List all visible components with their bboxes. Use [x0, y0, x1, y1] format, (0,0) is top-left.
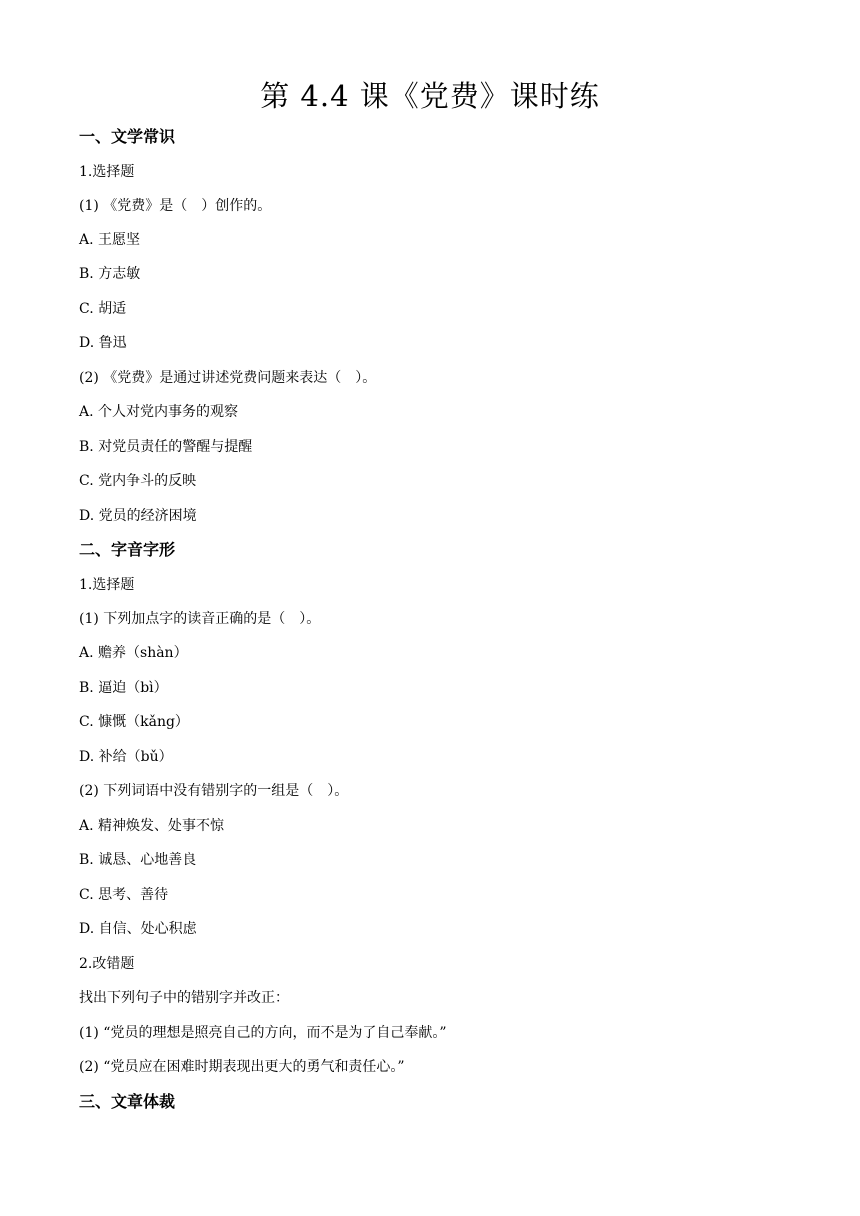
question-group-label: 1.选择题	[79, 164, 135, 180]
section-heading-pronunciation-and-characters: 二、字音字形	[79, 540, 176, 559]
answer-option: D. 党员的经济困境	[79, 508, 197, 524]
answer-option: C. 慷慨（kǎng）	[79, 714, 189, 730]
answer-option: D. 补给（bǔ）	[79, 749, 173, 765]
question-text: (1) 下列加点字的读音正确的是（ ）。	[79, 611, 321, 627]
answer-option: C. 党内争斗的反映	[79, 473, 197, 489]
question-group-label: 1.选择题	[79, 577, 135, 593]
question-text: (1) “党员的理想是照亮自己的方向，而不是为了自己奉献。”	[79, 1025, 447, 1041]
question-text: (2) 《党费》是通过讲述党费问题来表达（ ）。	[79, 370, 377, 386]
answer-option: B. 对党员责任的警醒与提醒	[79, 439, 253, 455]
section-heading-literary-knowledge: 一、文学常识	[79, 127, 176, 146]
question-text: (2) “党员应在困难时期表现出更大的勇气和责任心。”	[79, 1059, 405, 1075]
question-group-label: 2.改错题	[79, 956, 135, 972]
answer-option: A. 精神焕发、处事不惊	[79, 818, 225, 834]
question-text: (2) 下列词语中没有错别字的一组是（ ）。	[79, 783, 349, 799]
answer-option: C. 胡适	[79, 301, 127, 317]
question-text: (1) 《党费》是（ ）创作的。	[79, 198, 272, 214]
answer-option: B. 方志敏	[79, 266, 141, 282]
section-heading-genre: 三、文章体裁	[79, 1092, 176, 1111]
answer-option: A. 个人对党内事务的观察	[79, 404, 239, 420]
page-title: 第 4.4 课《党费》课时练	[260, 79, 600, 113]
answer-option: A. 赡养（shàn）	[79, 645, 188, 661]
answer-option: B. 逼迫（bì）	[79, 680, 168, 696]
answer-option: D. 自信、处心积虑	[79, 921, 197, 937]
answer-option: C. 思考、善待	[79, 887, 169, 903]
answer-option: A. 王愿坚	[79, 232, 141, 248]
answer-option: B. 诚恳、心地善良	[79, 852, 197, 868]
instruction-text: 找出下列句子中的错别字并改正：	[79, 990, 289, 1006]
answer-option: D. 鲁迅	[79, 335, 127, 351]
